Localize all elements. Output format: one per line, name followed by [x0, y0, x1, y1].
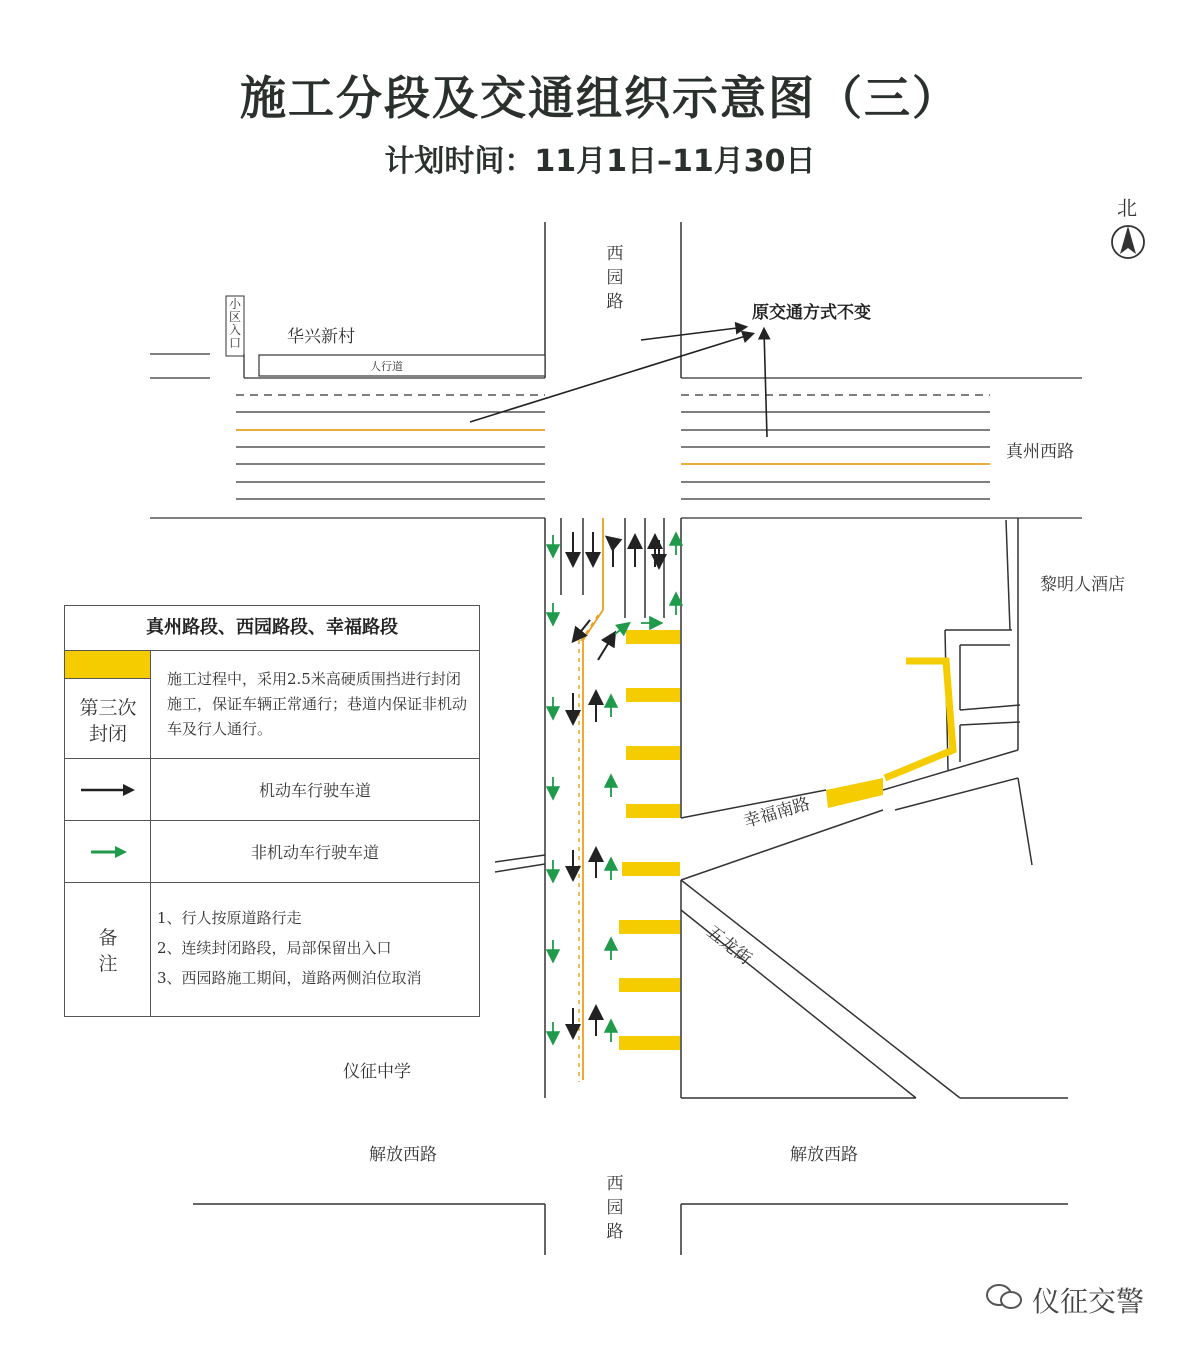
note-item: 2、连续封闭路段，局部保留出入口	[157, 939, 392, 957]
notes-list	[157, 903, 477, 993]
notes-label: 备注	[98, 927, 118, 975]
motor-lane-arrows	[573, 532, 659, 1036]
construction-zones	[619, 630, 883, 1050]
nonmotor-arrow-icon	[65, 821, 151, 883]
closure-swatch	[65, 651, 150, 679]
watermark-text: 仪征交警	[1032, 1285, 1145, 1318]
unchanged-traffic-arrows	[470, 327, 767, 437]
label-jiefang-west-left: 解放西路	[369, 1145, 437, 1165]
page-title: 施工分段及交通组织示意图（三）	[240, 71, 960, 125]
label-sidewalk: 人行道	[370, 360, 403, 373]
zhenzhou-road	[150, 354, 1082, 518]
label-jiefang-west-right: 解放西路	[790, 1145, 858, 1165]
nonmotor-lane-arrows	[553, 535, 676, 1042]
legend-row-notes	[65, 882, 479, 1017]
legend-row-closure	[65, 650, 479, 758]
wulong-street	[681, 880, 960, 1098]
legend-row-motor	[65, 758, 479, 820]
label-huaxing-village: 华兴新村	[287, 327, 355, 347]
legend-table	[64, 605, 480, 1017]
label-xiyuan-road-south: 西园路	[606, 1174, 624, 1242]
label-yizheng-school: 仪征中学	[343, 1062, 411, 1082]
motor-arrow-icon	[65, 759, 151, 821]
closure-description: 施工过程中，采用2.5米高硬质围挡进行封闭施工，保证车辆正常通行；巷道内保证非机动车及行人通行。	[167, 670, 468, 738]
construction-zone-alley	[885, 661, 953, 778]
compass-icon	[1112, 226, 1144, 258]
xiyuan-center-line	[583, 518, 603, 1080]
annotation-unchanged-traffic: 原交通方式不变	[752, 303, 871, 323]
legend-heading: 真州路段、西园路段、幸福路段	[146, 617, 398, 638]
note-item: 1、行人按原道路行走	[157, 909, 302, 927]
jiefang-road	[193, 1098, 1068, 1255]
note-item: 3、西园路施工期间，道路两侧泊位取消	[157, 969, 422, 987]
closure-label: 第三次封闭	[79, 697, 137, 745]
label-wulong-street: 五龙街	[702, 921, 756, 970]
schedule-subtitle: 计划时间：11月1日–11月30日	[384, 144, 816, 179]
compass-north-label: 北	[1117, 196, 1137, 220]
motor-lane-label: 机动车行驶车道	[258, 781, 371, 800]
label-liming-hotel: 黎明人酒店	[1040, 575, 1125, 595]
label-community-entrance: 小区入口	[228, 297, 241, 350]
wechat-icon	[985, 1282, 1025, 1312]
label-xiyuan-road-north: 西园路	[606, 244, 624, 312]
label-xingfu-south-road: 幸福南路	[741, 794, 813, 833]
nonmotor-lane-label: 非机动车行驶车道	[250, 843, 379, 862]
legend-row-nonmotor	[65, 820, 479, 882]
label-zhenzhou-west-road: 真州西路	[1006, 442, 1074, 462]
